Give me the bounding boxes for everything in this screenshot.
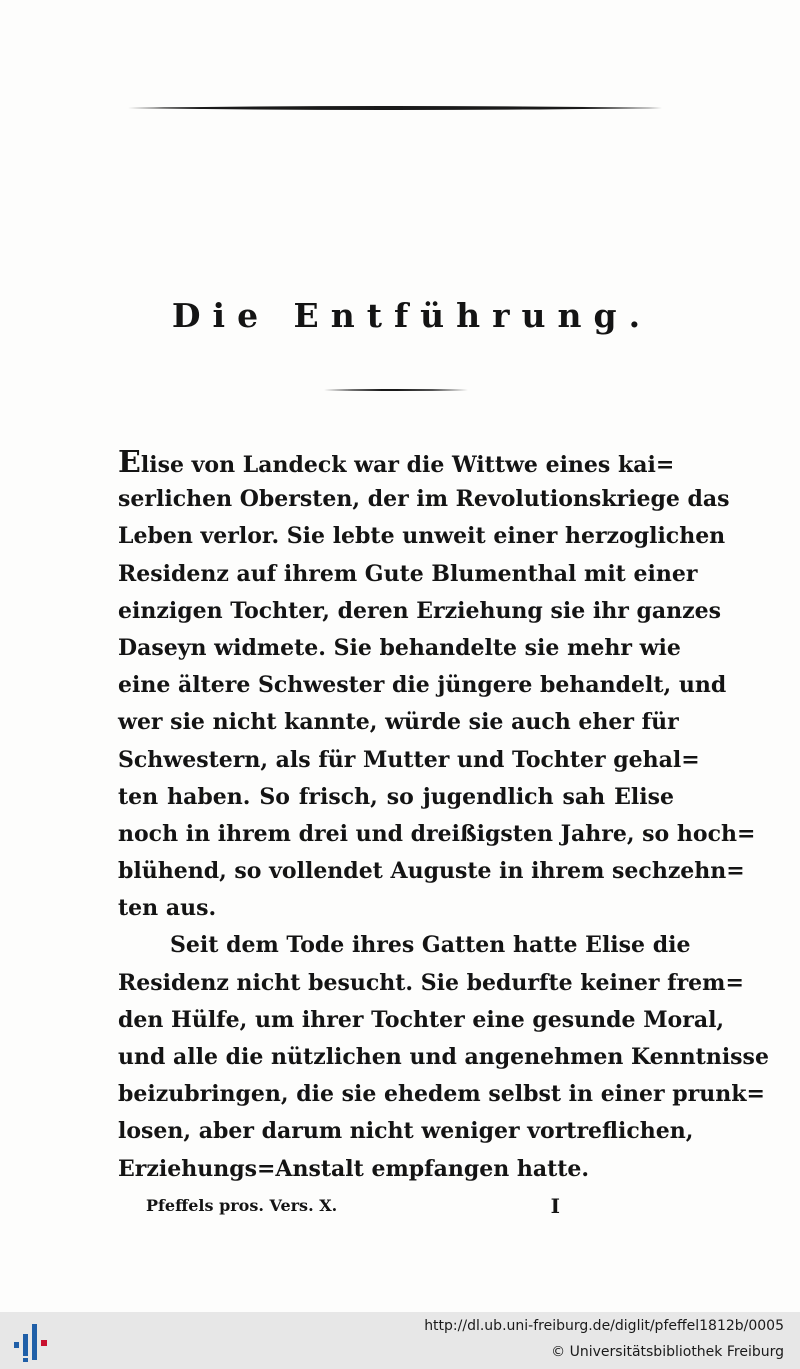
permalink-url[interactable]: http://dl.ub.uni-freiburg.de/diglit/pfeffel1812b/0005 (424, 1318, 784, 1334)
footer-bar (0, 1312, 800, 1369)
text-line: Residenz auf ihrem Gute Blumenthal mit einer (118, 560, 698, 587)
text-line: losen, aber darum nicht weniger vortreflichen, (118, 1118, 694, 1145)
text-line: Leben verlor. Sie lebte unweit einer herzoglichen (118, 523, 726, 550)
ub-freiburg-logo-icon (12, 1320, 52, 1364)
text-line: Erziehungs=Anstalt empfangen hatte. (118, 1155, 590, 1182)
sheet-mark: I (550, 1194, 560, 1218)
paragraph-1 (118, 444, 756, 927)
printer-signature: Pfeffels pros. Vers. X. (146, 1196, 338, 1215)
text-line: wer sie nicht kannte, würde sie auch eher für (118, 709, 679, 736)
text-line: den Hülfe, um ihrer Tochter eine gesunde Moral, (118, 1006, 725, 1033)
copyright-notice: © Universitätsbibliothek Freiburg (551, 1344, 784, 1360)
text-line: blühend, so vollendet Auguste in ihrem sechzehn= (118, 858, 745, 885)
drop-cap: E (118, 445, 141, 480)
text-line: Schwestern, als für Mutter und Tochter gehal= (118, 746, 700, 773)
paragraph-2 (118, 927, 769, 1187)
text-line: ten aus. (118, 895, 217, 922)
decorative-rule-short (324, 388, 468, 392)
text-line: noch in ihrem drei und dreißigsten Jahre, so hoch= (118, 820, 756, 847)
text-line: ten haben. So frisch, so jugendlich sah Elise (118, 783, 674, 810)
text-line: und alle die nützlichen und angenehmen Kenntnisse (118, 1044, 769, 1070)
text-line: Elise von Landeck war die Wittwe eines kai= (118, 445, 675, 480)
text-line: serlichen Obersten, der im Revolutionskriege das (118, 486, 730, 513)
text-line: einzigen Tochter, deren Erziehung sie ihr ganzes (118, 597, 721, 624)
signature-line (146, 1196, 560, 1222)
body-text (118, 444, 769, 1188)
chapter-title: Die Entführung. (171, 296, 653, 335)
decorative-rule-top (128, 105, 662, 111)
text-line: Seit dem Tode ihres Gatten hatte Elise die (170, 932, 691, 959)
text-line: Residenz nicht besucht. Sie bedurfte keiner frem= (118, 969, 744, 996)
text-line: eine ältere Schwester die jüngere behandelt, und (118, 672, 727, 699)
text-line: Daseyn widmete. Sie behandelte sie mehr wie (118, 634, 681, 661)
text-line: beizubringen, die sie ehedem selbst in einer prunk= (118, 1081, 765, 1108)
